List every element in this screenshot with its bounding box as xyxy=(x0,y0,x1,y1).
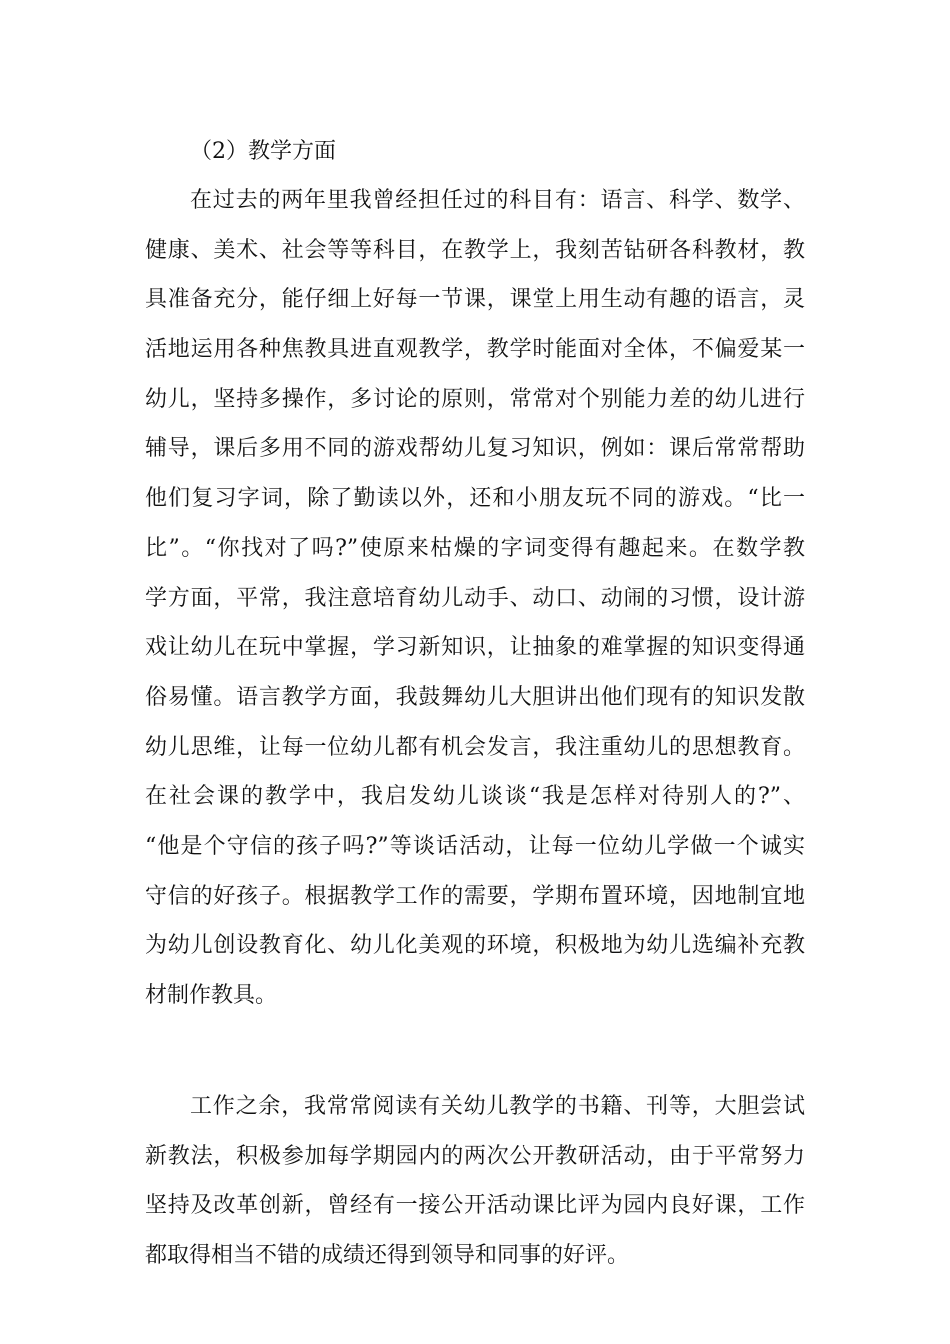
paragraph-line: 在过去的两年里我曾经担任过的科目有：语言、科学、数学、 xyxy=(190,188,805,213)
paragraph-line: 健康、美术、社会等等科目，在教学上，我刻苦钻研各科教材，教 xyxy=(145,237,805,263)
paragraph-line: 比”。“你找对了吗?”使原来枯燥的字词变得有趣起来。在数学教 xyxy=(145,535,805,561)
paragraph-line: 辅导，课后多用不同的游戏帮幼儿复习知识，例如：课后常常帮助 xyxy=(145,436,805,462)
paragraph-line: 在社会课的教学中，我启发幼儿谈谈“我是怎样对待别人的?”、 xyxy=(145,784,805,810)
paragraph-line: 幼儿思维，让每一位幼儿都有机会发言，我注重幼儿的思想教育。 xyxy=(145,734,805,760)
paragraph-line: 守信的好孩子。根据教学工作的需要，学期布置环境，因地制宜地 xyxy=(145,883,805,909)
paragraph-line: 活地运用各种焦教具进直观教学，教学时能面对全体，不偏爱某一 xyxy=(145,337,805,363)
paragraph-line: 新教法，积极参加每学期园内的两次公开教研活动，由于平常努力 xyxy=(145,1143,805,1169)
paragraph-line: 俗易懂。语言教学方面，我鼓舞幼儿大胆讲出他们现有的知识发散 xyxy=(145,684,805,710)
paragraph-line: 为幼儿创设教育化、幼儿化美观的环境，积极地为幼儿选编补充教 xyxy=(145,933,805,959)
paragraph-line: 他们复习字词，除了勤读以外，还和小朋友玩不同的游戏。“比一 xyxy=(145,486,805,512)
paragraph-line: 都取得相当不错的成绩还得到领导和同事的好评。 xyxy=(145,1243,630,1269)
paragraph-line: 工作之余，我常常阅读有关幼儿教学的书籍、刊等，大胆尝试 xyxy=(190,1094,805,1119)
paragraph-line: 学方面，平常，我注意培育幼儿动手、动口、动闹的习惯，设计游 xyxy=(145,585,805,611)
paragraph-line: 具准备充分，能仔细上好每一节课，课堂上用生动有趣的语言，灵 xyxy=(145,287,805,313)
section-heading: （2）教学方面 xyxy=(190,139,336,164)
paragraph-line: 戏让幼儿在玩中掌握，学习新知识，让抽象的难掌握的知识变得通 xyxy=(145,635,805,661)
paragraph-line: 幼儿，坚持多操作，多讨论的原则，常常对个别能力差的幼儿进行 xyxy=(145,386,805,412)
paragraph-teaching xyxy=(145,176,805,1021)
paragraph-line: 材制作教具。 xyxy=(145,983,278,1008)
paragraph-self-study xyxy=(145,1082,805,1281)
paragraph-line: “他是个守信的孩子吗?”等谈话活动，让每一位幼儿学做一个诚实 xyxy=(145,833,805,859)
paragraph-line: 坚持及改革创新，曾经有一接公开活动课比评为园内良好课，工作 xyxy=(145,1193,805,1219)
